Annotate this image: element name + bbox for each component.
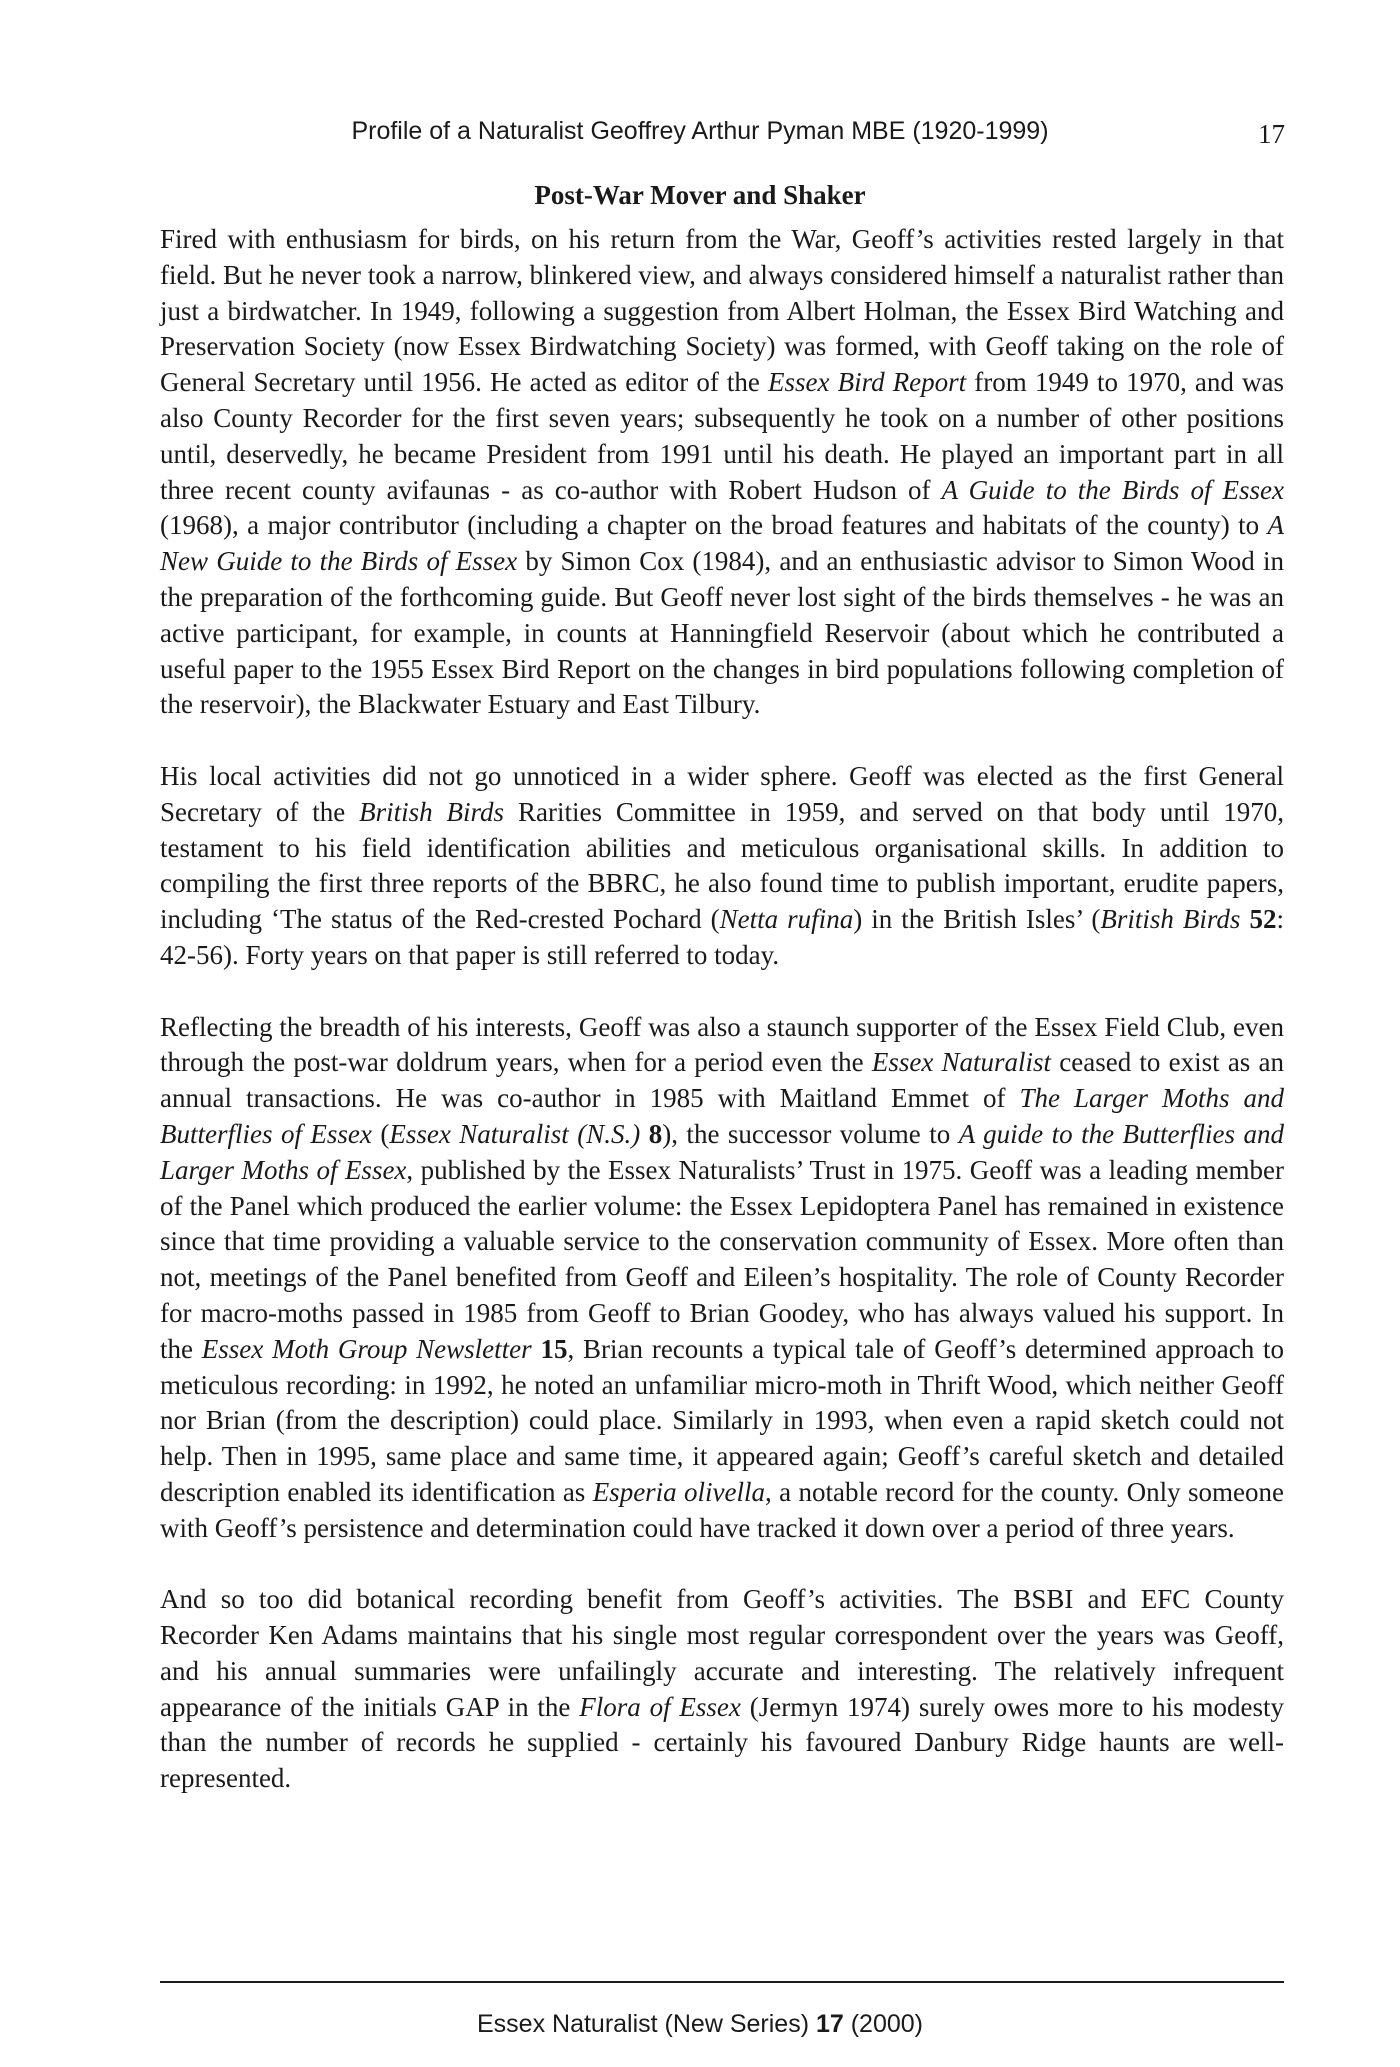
text-run: , published by the Essex Naturalists’ Trust in 1975. Geoff was a leading member of the Panel which produced the earlier volume: the Essex Lepidoptera Panel has remained in existence since that time providing a valuable service to the conservation community of Essex. More often than not, meetings of the Panel benefited from Geoff and Eileen’s hospitality. The role of County Recorder for macro-moths passed in 1985 from Geoff to Brian Goodey, who has always valued his support. In the [160,1154,1284,1364]
text-run: Essex Naturalist (N.S.) [389,1118,641,1149]
text-run: Essex Naturalist [871,1047,1052,1078]
text-run: ceased to exist as an annual transactions. He was co-author in 1985 with Maitland Emmet of [160,1047,1284,1114]
paragraph-4 [160,1582,1284,1797]
text-run [640,1119,648,1149]
article-body [160,222,1284,1833]
text-run: ) in the British Isles’ ( [853,904,1101,935]
text-run: A guide to the Butterflies and Larger Moths of Essex [160,1118,1284,1185]
text-run: : 42-56). Forty years on that paper is still referred to today. [160,904,1284,970]
page-number: 17 [1258,119,1285,149]
text-run: (1968), a major contributor (including a chapter on the broad features and habitats of the county) to [160,510,1268,541]
running-head: Profile of a Naturalist Geoffrey Arthur Pyman MBE (1920-1999) [351,117,1049,145]
text-run: by Simon Cox (1984), and an enthusiastic advisor to Simon Wood in the preparation of the forthcoming guide. But Geoff never lost sight of the birds themselves - he was an active participant, for example, in counts at Hanningfield Reservoir (about which he contributed a useful paper to the 1955 Essex Bird Report on the changes in bird populations following completion of the reservoir), the Blackwater Estuary and East Tilbury. [160,546,1284,720]
section-title: Post-War Mover and Shaker [534,180,866,210]
text-run: ( [371,1118,390,1149]
text-run: A New Guide to the Birds of Essex [160,510,1284,577]
text-run: Esperia olivella [592,1476,766,1507]
text-run: 8 [648,1118,663,1149]
footer [0,2010,1400,2039]
text-run: Flora of Essex [579,1691,741,1722]
text-run: His local activities did not go unnoticed in a wider sphere. Geoff was elected as the first General Secretary of the [160,760,1284,827]
paragraph-3 [160,1010,1284,1547]
text-run: from 1949 to 1970, and was also County Recorder for the first seven years; subsequently he took on a number of other positions until, deservedly, he became President from 1991 until his death. He played an important part in all three recent county avifaunas - as co-author with Robert Hudson of [160,367,1284,505]
text-run: Essex Bird Report [768,367,967,398]
text-run: Reflecting the breadth of his interests, Geoff was also a staunch supporter of the Essex Field Club, even through the post-war doldrum years, when for a period even the [160,1011,1284,1078]
footer-volume: 17 [815,2010,844,2038]
text-run: British Birds [1100,904,1241,935]
paragraph-1 [160,222,1284,723]
text-run: ), the successor volume to [662,1118,959,1149]
footer-year: (2000) [850,2010,923,2038]
paragraph-2 [160,759,1284,974]
footer-rule [160,1981,1284,1983]
text-run: British Birds [359,796,505,827]
text-run: 52 [1249,904,1277,935]
text-run: The Larger Moths and Butterflies of Essex [160,1083,1284,1149]
text-run: , a notable record for the county. Only someone with Geoff’s persistence and determination could have tracked it down over a period of three years. [160,1476,1284,1543]
text-run: , Brian recounts a typical tale of Geoff’s determined approach to meticulous recording: in 1992, he noted an unfamiliar micro-moth in Thrift Wood, which neither Geoff nor Brian (from the description) could place. Similarly in 1993, when even a rapid sketch could not help. Then in 1995, same place and same time, it appeared again; Geoff’s careful sketch and detailed description enabled its identification as [160,1333,1284,1507]
text-run: A Guide to the Birds of Essex [941,474,1284,505]
text-run: And so too did botanical recording benefit from Geoff’s activities. The BSBI and EFC County Recorder Ken Adams maintains that his single most regular correspondent over the years was Geoff, and his annual summaries were unfailingly accurate and interesting. The relatively infrequent appearance of the initials GAP in the [160,1584,1284,1722]
text-run: Rarities Committee in 1959, and served on that body until 1970, testament to his field identification abilities and meticulous organisational skills. In addition to compiling the first three reports of the BBRC, he also found time to publish important, erudite papers, including ‘The status of the Red-crested Pochard ( [160,796,1284,935]
text-run: Essex Moth Group Newsletter [201,1333,532,1364]
text-run: 15 [540,1333,568,1364]
text-run: Netta rufina [719,904,854,935]
text-run: (Jermyn 1974) surely owes more to his modesty than the number of records he supplied - certainly his favoured Danbury Ridge haunts are well-represented. [160,1691,1285,1794]
footer-journal: Essex Naturalist (New Series) [476,2010,810,2038]
text-run: Fired with enthusiasm for birds, on his return from the War, Geoff’s activities rested largely in that field. But he never took a narrow, blinkered view, and always considered himself a naturalist rather than just a birdwatcher. In 1949, following a suggestion from Albert Holman, the Essex Bird Watching and Preservation Society (now Essex Birdwatching Society) was formed, with Geoff taking on the role of General Secretary until 1956. He acted as editor of the [160,224,1284,398]
